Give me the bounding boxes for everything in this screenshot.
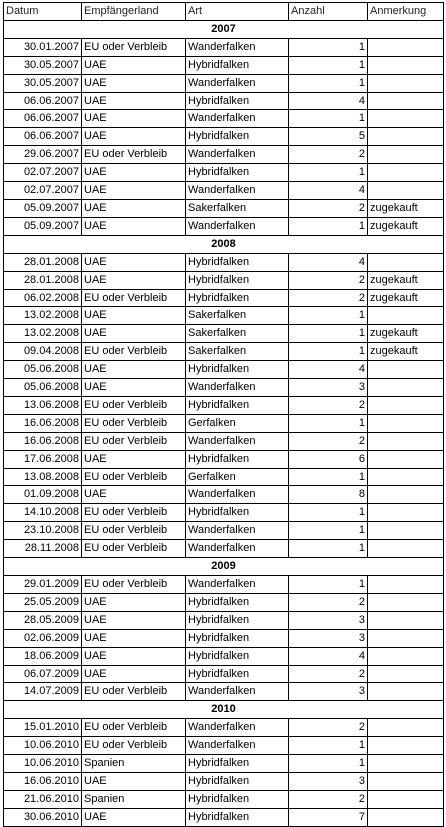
empfaengerland-cell[interactable]: UAE	[82, 361, 186, 379]
empfaengerland-cell[interactable]: UAE	[82, 128, 186, 146]
empfaengerland-cell[interactable]: EU oder Verbleib	[82, 540, 186, 558]
art-cell[interactable]: Hybridfalken	[186, 755, 289, 773]
empfaengerland-cell[interactable]: EU oder Verbleib	[82, 146, 186, 164]
anzahl-cell[interactable]: 6	[289, 450, 368, 468]
anzahl-cell[interactable]: 2	[289, 593, 368, 611]
art-cell[interactable]: Wanderfalken	[186, 719, 289, 737]
datum-cell[interactable]: 25.05.2009	[4, 593, 82, 611]
empfaengerland-cell[interactable]: EU oder Verbleib	[82, 576, 186, 594]
anzahl-cell[interactable]: 1	[289, 307, 368, 325]
table-row	[4, 217, 444, 235]
year-group-row	[4, 558, 444, 576]
anzahl-cell[interactable]: 8	[289, 486, 368, 504]
table-row	[4, 379, 444, 397]
table-row	[4, 92, 444, 110]
art-cell[interactable]: Sakerfalken	[186, 307, 289, 325]
datum-cell[interactable]: 13.02.2008	[4, 307, 82, 325]
anmerkung-cell[interactable]	[368, 504, 444, 522]
empfaengerland-cell[interactable]: UAE	[82, 772, 186, 790]
art-cell[interactable]: Wanderfalken	[186, 432, 289, 450]
anzahl-cell[interactable]: 7	[289, 808, 368, 826]
datum-cell[interactable]: 06.06.2007	[4, 92, 82, 110]
table-row	[4, 576, 444, 594]
table-row	[4, 307, 444, 325]
anmerkung-cell[interactable]: zugekauft	[368, 289, 444, 307]
anzahl-cell[interactable]: 2	[289, 719, 368, 737]
anzahl-cell[interactable]: 4	[289, 253, 368, 271]
table-row	[4, 790, 444, 808]
datum-cell[interactable]: 14.07.2009	[4, 683, 82, 701]
table-row	[4, 253, 444, 271]
anmerkung-cell[interactable]	[368, 772, 444, 790]
datum-cell[interactable]: 28.05.2009	[4, 611, 82, 629]
empfaengerland-cell[interactable]: EU oder Verbleib	[82, 414, 186, 432]
table-row	[4, 522, 444, 540]
art-cell[interactable]: Hybridfalken	[186, 647, 289, 665]
anmerkung-cell[interactable]: zugekauft	[368, 271, 444, 289]
table-row	[4, 199, 444, 217]
empfaengerland-cell[interactable]: UAE	[82, 647, 186, 665]
anzahl-cell[interactable]: 1	[289, 414, 368, 432]
empfaengerland-cell[interactable]: UAE	[82, 665, 186, 683]
art-cell[interactable]: Wanderfalken	[186, 737, 289, 755]
art-cell[interactable]: Wanderfalken	[186, 217, 289, 235]
empfaengerland-cell[interactable]: UAE	[82, 271, 186, 289]
table-row	[4, 772, 444, 790]
anmerkung-cell[interactable]	[368, 38, 444, 56]
anzahl-cell[interactable]: 1	[289, 217, 368, 235]
art-cell[interactable]: Hybridfalken	[186, 271, 289, 289]
empfaengerland-cell[interactable]: EU oder Verbleib	[82, 38, 186, 56]
datum-cell[interactable]: 01.09.2008	[4, 486, 82, 504]
header-art[interactable]: Art	[186, 3, 289, 21]
header-row	[4, 3, 444, 21]
anmerkung-cell[interactable]	[368, 683, 444, 701]
anmerkung-cell[interactable]	[368, 307, 444, 325]
anzahl-cell[interactable]: 4	[289, 182, 368, 200]
year-heading[interactable]: 2010	[4, 701, 444, 719]
anmerkung-cell[interactable]	[368, 593, 444, 611]
table-row	[4, 450, 444, 468]
anzahl-cell[interactable]: 5	[289, 128, 368, 146]
table-row	[4, 110, 444, 128]
datum-cell[interactable]: 02.07.2007	[4, 182, 82, 200]
anmerkung-cell[interactable]	[368, 396, 444, 414]
table-row	[4, 164, 444, 182]
art-cell[interactable]: Gerfalken	[186, 414, 289, 432]
anzahl-cell[interactable]: 3	[289, 772, 368, 790]
anmerkung-cell[interactable]	[368, 74, 444, 92]
datum-cell[interactable]: 02.07.2007	[4, 164, 82, 182]
empfaengerland-cell[interactable]: UAE	[82, 217, 186, 235]
table-row	[4, 683, 444, 701]
art-cell[interactable]: Wanderfalken	[186, 486, 289, 504]
art-cell[interactable]: Hybridfalken	[186, 665, 289, 683]
datum-cell[interactable]: 13.08.2008	[4, 468, 82, 486]
anzahl-cell[interactable]: 1	[289, 74, 368, 92]
anzahl-cell[interactable]: 1	[289, 737, 368, 755]
empfaengerland-cell[interactable]: UAE	[82, 253, 186, 271]
table-row	[4, 737, 444, 755]
table-row	[4, 361, 444, 379]
empfaengerland-cell[interactable]: UAE	[82, 164, 186, 182]
art-cell[interactable]: Sakerfalken	[186, 325, 289, 343]
anmerkung-cell[interactable]	[368, 164, 444, 182]
datum-cell[interactable]: 23.10.2008	[4, 522, 82, 540]
anzahl-cell[interactable]: 4	[289, 92, 368, 110]
art-cell[interactable]: Hybridfalken	[186, 450, 289, 468]
datum-cell[interactable]: 29.06.2007	[4, 146, 82, 164]
table-row	[4, 414, 444, 432]
table-row	[4, 468, 444, 486]
art-cell[interactable]: Wanderfalken	[186, 379, 289, 397]
empfaengerland-cell[interactable]: Spanien	[82, 755, 186, 773]
empfaengerland-cell[interactable]: EU oder Verbleib	[82, 432, 186, 450]
anmerkung-cell[interactable]	[368, 468, 444, 486]
art-cell[interactable]: Hybridfalken	[186, 593, 289, 611]
art-cell[interactable]: Hybridfalken	[186, 128, 289, 146]
table-row	[4, 719, 444, 737]
anmerkung-cell[interactable]: zugekauft	[368, 325, 444, 343]
anmerkung-cell[interactable]	[368, 414, 444, 432]
anmerkung-cell[interactable]	[368, 486, 444, 504]
anzahl-cell[interactable]: 2	[289, 271, 368, 289]
art-cell[interactable]: Hybridfalken	[186, 504, 289, 522]
empfaengerland-cell[interactable]: EU oder Verbleib	[82, 719, 186, 737]
empfaengerland-cell[interactable]: EU oder Verbleib	[82, 343, 186, 361]
table-row	[4, 128, 444, 146]
empfaengerland-cell[interactable]: EU oder Verbleib	[82, 522, 186, 540]
anmerkung-cell[interactable]	[368, 379, 444, 397]
anzahl-cell[interactable]: 1	[289, 164, 368, 182]
anmerkung-cell[interactable]	[368, 737, 444, 755]
year-heading[interactable]: 2009	[4, 558, 444, 576]
art-cell[interactable]: Hybridfalken	[186, 629, 289, 647]
table-row	[4, 504, 444, 522]
table-body	[4, 3, 444, 827]
table-row	[4, 540, 444, 558]
anzahl-cell[interactable]: 4	[289, 361, 368, 379]
year-group-row	[4, 20, 444, 38]
art-cell[interactable]: Wanderfalken	[186, 683, 289, 701]
datum-cell[interactable]: 13.06.2008	[4, 396, 82, 414]
datum-cell[interactable]: 05.09.2007	[4, 217, 82, 235]
anmerkung-cell[interactable]	[368, 253, 444, 271]
datum-cell[interactable]: 13.02.2008	[4, 325, 82, 343]
anzahl-cell[interactable]: 4	[289, 647, 368, 665]
art-cell[interactable]: Hybridfalken	[186, 790, 289, 808]
datum-cell[interactable]: 05.06.2008	[4, 361, 82, 379]
art-cell[interactable]: Wanderfalken	[186, 38, 289, 56]
datum-cell[interactable]: 14.10.2008	[4, 504, 82, 522]
anzahl-cell[interactable]: 1	[289, 504, 368, 522]
datum-cell[interactable]: 09.04.2008	[4, 343, 82, 361]
anzahl-cell[interactable]: 1	[289, 522, 368, 540]
empfaengerland-cell[interactable]: EU oder Verbleib	[82, 737, 186, 755]
empfaengerland-cell[interactable]: UAE	[82, 379, 186, 397]
empfaengerland-cell[interactable]: Spanien	[82, 790, 186, 808]
anzahl-cell[interactable]: 1	[289, 325, 368, 343]
anmerkung-cell[interactable]: zugekauft	[368, 343, 444, 361]
empfaengerland-cell[interactable]: UAE	[82, 486, 186, 504]
datum-cell[interactable]: 06.07.2009	[4, 665, 82, 683]
datum-cell[interactable]: 16.06.2010	[4, 772, 82, 790]
anzahl-cell[interactable]: 1	[289, 576, 368, 594]
datum-cell[interactable]: 30.01.2007	[4, 38, 82, 56]
anzahl-cell[interactable]: 3	[289, 611, 368, 629]
table-row	[4, 611, 444, 629]
empfaengerland-cell[interactable]: EU oder Verbleib	[82, 504, 186, 522]
datum-cell[interactable]: 17.06.2008	[4, 450, 82, 468]
table-row	[4, 755, 444, 773]
datum-cell[interactable]: 21.06.2010	[4, 790, 82, 808]
datum-cell[interactable]: 02.06.2009	[4, 629, 82, 647]
table-row	[4, 343, 444, 361]
anmerkung-cell[interactable]: zugekauft	[368, 217, 444, 235]
anzahl-cell[interactable]: 1	[289, 38, 368, 56]
art-cell[interactable]: Wanderfalken	[186, 522, 289, 540]
empfaengerland-cell[interactable]: UAE	[82, 74, 186, 92]
empfaengerland-cell[interactable]: EU oder Verbleib	[82, 683, 186, 701]
art-cell[interactable]: Hybridfalken	[186, 164, 289, 182]
datum-cell[interactable]: 06.02.2008	[4, 289, 82, 307]
datum-cell[interactable]: 06.06.2007	[4, 128, 82, 146]
art-cell[interactable]: Hybridfalken	[186, 611, 289, 629]
anmerkung-cell[interactable]	[368, 128, 444, 146]
anzahl-cell[interactable]: 2	[289, 396, 368, 414]
table-row	[4, 647, 444, 665]
anmerkung-cell[interactable]	[368, 540, 444, 558]
table-row	[4, 38, 444, 56]
table-row	[4, 74, 444, 92]
anzahl-cell[interactable]: 3	[289, 683, 368, 701]
year-group-row	[4, 701, 444, 719]
empfaengerland-cell[interactable]: UAE	[82, 593, 186, 611]
art-cell[interactable]: Hybridfalken	[186, 92, 289, 110]
anmerkung-cell[interactable]	[368, 611, 444, 629]
table-row	[4, 396, 444, 414]
anmerkung-cell[interactable]	[368, 790, 444, 808]
anmerkung-cell[interactable]	[368, 92, 444, 110]
art-cell[interactable]: Gerfalken	[186, 468, 289, 486]
anmerkung-cell[interactable]	[368, 719, 444, 737]
anmerkung-cell[interactable]	[368, 450, 444, 468]
anmerkung-cell[interactable]	[368, 146, 444, 164]
anzahl-cell[interactable]: 2	[289, 199, 368, 217]
table-row	[4, 629, 444, 647]
header-anmerkung[interactable]: Anmerkung	[368, 3, 444, 21]
table-row	[4, 665, 444, 683]
year-group-row	[4, 235, 444, 253]
empfaengerland-cell[interactable]: UAE	[82, 325, 186, 343]
year-heading[interactable]: 2007	[4, 20, 444, 38]
table-row	[4, 182, 444, 200]
anzahl-cell[interactable]: 2	[289, 146, 368, 164]
anmerkung-cell[interactable]	[368, 647, 444, 665]
anmerkung-cell[interactable]	[368, 522, 444, 540]
art-cell[interactable]: Hybridfalken	[186, 396, 289, 414]
art-cell[interactable]: Hybridfalken	[186, 56, 289, 74]
art-cell[interactable]: Sakerfalken	[186, 199, 289, 217]
datum-cell[interactable]: 30.06.2010	[4, 808, 82, 826]
datum-cell[interactable]: 05.09.2007	[4, 199, 82, 217]
datum-cell[interactable]: 28.11.2008	[4, 540, 82, 558]
table-row	[4, 325, 444, 343]
anmerkung-cell[interactable]	[368, 182, 444, 200]
empfaengerland-cell[interactable]: EU oder Verbleib	[82, 289, 186, 307]
datum-cell[interactable]: 15.01.2010	[4, 719, 82, 737]
art-cell[interactable]: Wanderfalken	[186, 540, 289, 558]
table-row	[4, 271, 444, 289]
datum-cell[interactable]: 18.06.2009	[4, 647, 82, 665]
datum-cell[interactable]: 10.06.2010	[4, 737, 82, 755]
table-row	[4, 593, 444, 611]
art-cell[interactable]: Sakerfalken	[186, 343, 289, 361]
empfaengerland-cell[interactable]: UAE	[82, 56, 186, 74]
empfaengerland-cell[interactable]: UAE	[82, 110, 186, 128]
anmerkung-cell[interactable]	[368, 56, 444, 74]
anmerkung-cell[interactable]	[368, 576, 444, 594]
table-row	[4, 486, 444, 504]
art-cell[interactable]: Wanderfalken	[186, 576, 289, 594]
anzahl-cell[interactable]: 2	[289, 289, 368, 307]
datum-cell[interactable]: 30.05.2007	[4, 56, 82, 74]
art-cell[interactable]: Wanderfalken	[186, 74, 289, 92]
anzahl-cell[interactable]: 1	[289, 540, 368, 558]
year-heading[interactable]: 2008	[4, 235, 444, 253]
anzahl-cell[interactable]: 1	[289, 468, 368, 486]
anzahl-cell[interactable]: 1	[289, 343, 368, 361]
anmerkung-cell[interactable]	[368, 665, 444, 683]
anmerkung-cell[interactable]	[368, 110, 444, 128]
art-cell[interactable]: Hybridfalken	[186, 289, 289, 307]
empfaengerland-cell[interactable]: UAE	[82, 629, 186, 647]
art-cell[interactable]: Wanderfalken	[186, 182, 289, 200]
art-cell[interactable]: Hybridfalken	[186, 253, 289, 271]
empfaengerland-cell[interactable]: UAE	[82, 92, 186, 110]
art-cell[interactable]: Hybridfalken	[186, 361, 289, 379]
anzahl-cell[interactable]: 1	[289, 110, 368, 128]
header-anzahl[interactable]: Anzahl	[289, 3, 368, 21]
datum-cell[interactable]: 29.01.2009	[4, 576, 82, 594]
art-cell[interactable]: Wanderfalken	[186, 110, 289, 128]
datum-cell[interactable]: 06.06.2007	[4, 110, 82, 128]
datum-cell[interactable]: 30.05.2007	[4, 74, 82, 92]
datum-cell[interactable]: 28.01.2008	[4, 253, 82, 271]
datum-cell[interactable]: 16.06.2008	[4, 432, 82, 450]
anzahl-cell[interactable]: 3	[289, 629, 368, 647]
header-datum[interactable]: Datum	[4, 3, 82, 21]
art-cell[interactable]: Wanderfalken	[186, 146, 289, 164]
empfaengerland-cell[interactable]: UAE	[82, 307, 186, 325]
empfaengerland-cell[interactable]: UAE	[82, 611, 186, 629]
datum-cell[interactable]: 16.06.2008	[4, 414, 82, 432]
empfaengerland-cell[interactable]: UAE	[82, 182, 186, 200]
header-empfaengerland[interactable]: Empfängerland	[82, 3, 186, 21]
anzahl-cell[interactable]: 2	[289, 665, 368, 683]
table-row	[4, 56, 444, 74]
anmerkung-cell[interactable]	[368, 361, 444, 379]
anzahl-cell[interactable]: 1	[289, 755, 368, 773]
anzahl-cell[interactable]: 2	[289, 432, 368, 450]
empfaengerland-cell[interactable]: UAE	[82, 450, 186, 468]
falcon-export-table	[3, 2, 444, 827]
table-row	[4, 432, 444, 450]
datum-cell[interactable]: 28.01.2008	[4, 271, 82, 289]
empfaengerland-cell[interactable]: EU oder Verbleib	[82, 396, 186, 414]
anmerkung-cell[interactable]	[368, 629, 444, 647]
table-row	[4, 289, 444, 307]
art-cell[interactable]: Hybridfalken	[186, 808, 289, 826]
table-row	[4, 146, 444, 164]
empfaengerland-cell[interactable]: UAE	[82, 199, 186, 217]
anzahl-cell[interactable]: 3	[289, 379, 368, 397]
datum-cell[interactable]: 05.06.2008	[4, 379, 82, 397]
empfaengerland-cell[interactable]: UAE	[82, 808, 186, 826]
anzahl-cell[interactable]: 1	[289, 56, 368, 74]
anmerkung-cell[interactable]	[368, 432, 444, 450]
anmerkung-cell[interactable]: zugekauft	[368, 199, 444, 217]
anmerkung-cell[interactable]	[368, 755, 444, 773]
art-cell[interactable]: Hybridfalken	[186, 772, 289, 790]
empfaengerland-cell[interactable]: EU oder Verbleib	[82, 468, 186, 486]
anzahl-cell[interactable]: 2	[289, 790, 368, 808]
datum-cell[interactable]: 10.06.2010	[4, 755, 82, 773]
